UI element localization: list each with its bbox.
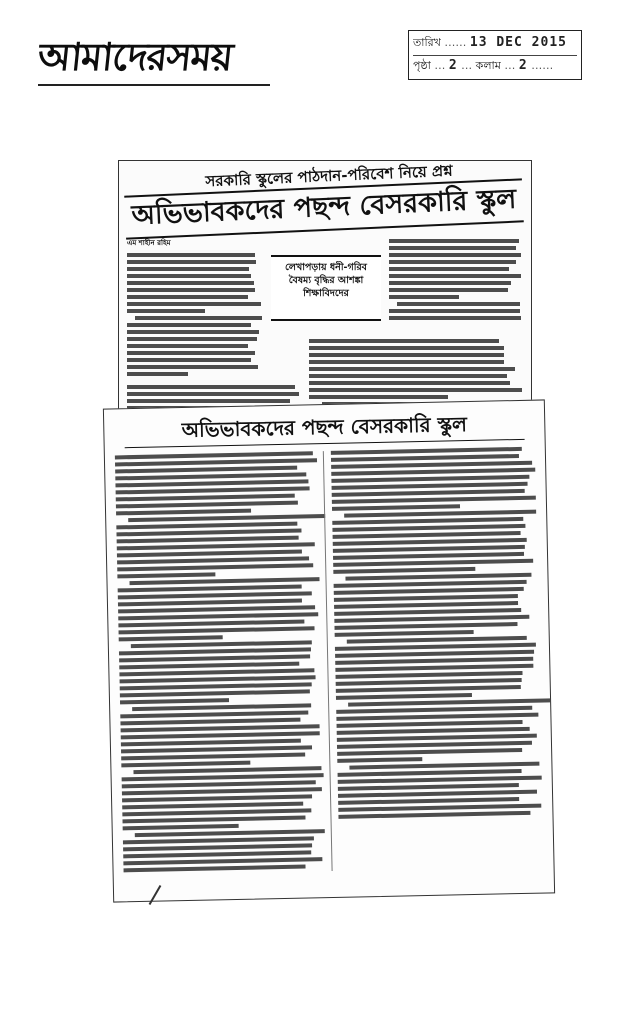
body-text-line: [336, 685, 521, 693]
stamp-page-row: পৃষ্ঠা … 2 … কলাম … 2 ……: [413, 55, 577, 76]
body-text-line: [309, 360, 504, 364]
body-text-line: [127, 344, 248, 348]
body-text-line: [119, 635, 223, 641]
body-text-line: [333, 567, 475, 574]
body-text-line: [389, 246, 516, 250]
body-text-line: [127, 330, 259, 334]
body-text-line: [389, 267, 509, 271]
body-text-line: [336, 693, 472, 700]
body-text-line: [127, 253, 255, 257]
body-text-line: [127, 337, 257, 341]
stamp-date-label: তারিখ: [413, 36, 441, 49]
body-text-line: [121, 753, 305, 761]
body-text-line: [127, 281, 254, 285]
body-text-line: [122, 816, 305, 824]
body-text-line: [127, 288, 255, 292]
body-text-line: [127, 385, 295, 389]
body-text-line: [389, 260, 516, 264]
body-text-line: [334, 622, 517, 630]
article-byline: এম শাহীন রহিম: [127, 239, 171, 247]
body-text-line: [120, 698, 230, 704]
newspaper-masthead: আমাদেরসময়: [35, 34, 235, 79]
body-text-line: [135, 316, 261, 320]
article-callout-text: লেখাপড়ায় ধনী-গরিব বৈষম্য বৃদ্ধির আশঙ্কা শিক্ষাবিদদের: [285, 262, 367, 299]
body-text-line: [127, 399, 290, 403]
continuation-text-column: [115, 451, 326, 885]
body-text-line: [337, 748, 522, 756]
body-text-line: [117, 572, 215, 578]
body-text-line: [309, 388, 522, 392]
body-text-line: [127, 274, 251, 278]
body-text-line: [389, 281, 511, 285]
body-text-line: [127, 358, 251, 362]
body-text-line: [309, 381, 510, 385]
article-kicker: সরকারি স্কুলের পাঠদান-পরিবেশ নিয়ে প্রশ্ন: [205, 161, 453, 191]
body-text-line: [309, 346, 504, 350]
body-text-line: [127, 302, 261, 306]
continuation-text-column: [331, 447, 543, 831]
body-text-line: [127, 323, 251, 327]
body-text-line: [389, 239, 519, 243]
article-headline: অভিভাবকদের পছন্দ বেসরকারি স্কুল: [124, 178, 524, 239]
body-text-line: [127, 260, 256, 264]
body-text-line: [127, 372, 188, 376]
body-text-line: [389, 253, 521, 257]
article-callout-box: [271, 255, 381, 321]
body-text-line: [337, 757, 422, 763]
body-text-line: [333, 559, 533, 567]
body-text-line: [389, 274, 521, 278]
article-clipping-continuation: [103, 399, 555, 902]
body-text-line: [338, 811, 530, 819]
clipping-stamp: [408, 30, 582, 80]
stamp-column-label: কলাম: [475, 59, 501, 72]
body-text-line: [127, 309, 205, 313]
body-text-line: [309, 374, 507, 378]
body-text-line: [121, 761, 250, 768]
body-text-line: [127, 295, 248, 299]
body-text-line: [127, 267, 249, 271]
body-text-line: [332, 504, 460, 511]
masthead-underline: [38, 84, 270, 86]
body-text-line: [309, 367, 515, 371]
article-text-column: [389, 239, 523, 329]
body-text-line: [332, 496, 536, 504]
stamp-page-value: 2: [448, 58, 458, 73]
body-text-line: [117, 563, 313, 571]
stamp-column-value: 2: [518, 58, 528, 73]
body-text-line: [116, 501, 298, 509]
body-text-line: [397, 302, 520, 306]
stamp-date-value: 13 DEC 2015: [469, 35, 567, 50]
body-text-line: [389, 309, 520, 313]
body-text-line: [389, 295, 459, 299]
body-text-line: [127, 351, 255, 355]
stamp-date-row: তারিখ …… 13 DEC 2015: [413, 35, 567, 50]
body-text-line: [389, 316, 521, 320]
body-text-line: [389, 288, 508, 292]
continuation-headline: অভিভাবকদের পছন্দ বেসরকারি স্কুল: [124, 409, 525, 448]
body-text-line: [127, 365, 258, 369]
stamp-page-label: পৃষ্ঠা: [413, 59, 431, 72]
body-text-line: [116, 509, 251, 516]
body-text-line: [124, 865, 306, 873]
body-text-line: [123, 824, 239, 830]
body-text-line: [119, 626, 315, 634]
body-text-line: [309, 395, 448, 399]
body-text-line: [127, 392, 299, 396]
body-text-line: [335, 630, 474, 637]
body-text-line: [309, 353, 504, 357]
body-text-line: [309, 339, 499, 343]
body-text-line: [120, 689, 310, 697]
